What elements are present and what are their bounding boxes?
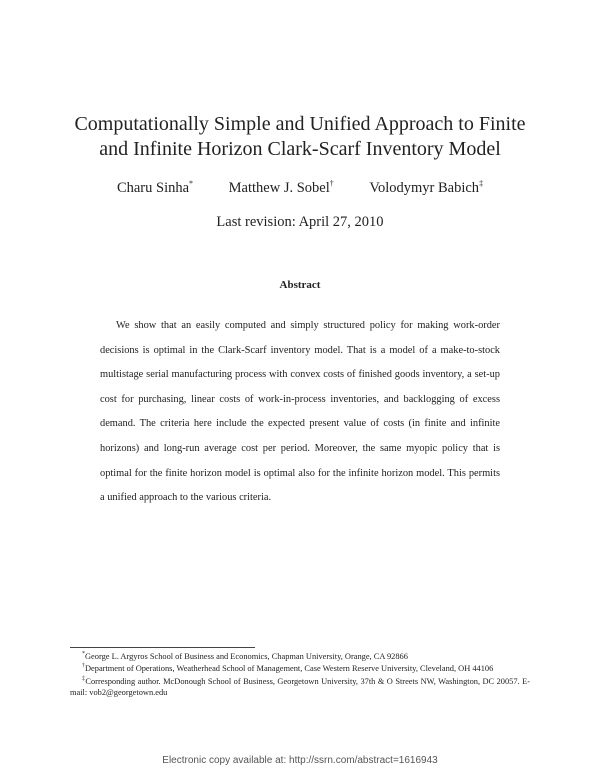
footnote-mark: * xyxy=(82,651,85,658)
author-name: Matthew J. Sobel xyxy=(228,180,330,196)
author-name: Charu Sinha xyxy=(116,180,190,196)
title-line-2: and Infinite Horizon Clark-Scarf Inventory Model xyxy=(99,138,501,160)
title-line-1: Computationally Simple and Unified Approach to Finite xyxy=(74,113,526,135)
footnote-1 xyxy=(70,651,530,662)
revision-date: Last revision: April 27, 2010 xyxy=(216,214,384,230)
footnote-divider xyxy=(70,647,255,648)
footnote-text: Department of Operations, Weatherhead School of Management, Case Western Reserve University, Cleveland, OH 44106 xyxy=(85,664,494,674)
footnote-mark: † xyxy=(82,663,85,670)
abstract-body: We show that an easily computed and simply structured policy for making work-order decisions is optimal in the Clark-Scarf inventory model. That is a model of a make-to-stock multistage serial manufacturing process with convex costs of finished goods inventory, a set-up cost for purchasing, linear costs of work-in-process inventories, and backlogging of excess demand. The criteria here include the expected present value of costs (in finite and infinite horizons) and long-run average cost per period. Moreover, the same myopic policy that is optimal for the finite horizon model is optimal also for the infinite horizon model. This permits a unified approach to the various criteria. xyxy=(100,320,500,504)
footnote-text: Corresponding author. McDonough School of Business, Georgetown University, 37th & O Streets NW, Washington, DC 20057. E-mail: vob2@georgetown.edu xyxy=(70,676,531,698)
footnote-mark: ‡ xyxy=(82,676,86,683)
author-2 xyxy=(229,180,334,197)
author-3 xyxy=(369,180,483,197)
author-name: Volodymyr Babich xyxy=(369,180,480,196)
footnote-3 xyxy=(70,676,530,699)
footnote-text: George L. Argyros School of Business and Economics, Chapman University, Orange, CA 92866 xyxy=(85,652,408,661)
author-mark: * xyxy=(189,179,194,189)
author-mark: † xyxy=(329,179,334,189)
footnote-2 xyxy=(70,663,530,674)
footnotes xyxy=(70,651,530,700)
ssrn-electronic-copy-notice[interactable]: Electronic copy available at: http://ssrn.com/abstract=1616943 xyxy=(162,755,438,766)
paper-title xyxy=(40,112,560,162)
author-mark: ‡ xyxy=(479,179,484,189)
author-1 xyxy=(117,180,193,197)
abstract-heading: Abstract xyxy=(279,279,321,291)
author-list xyxy=(40,180,560,197)
